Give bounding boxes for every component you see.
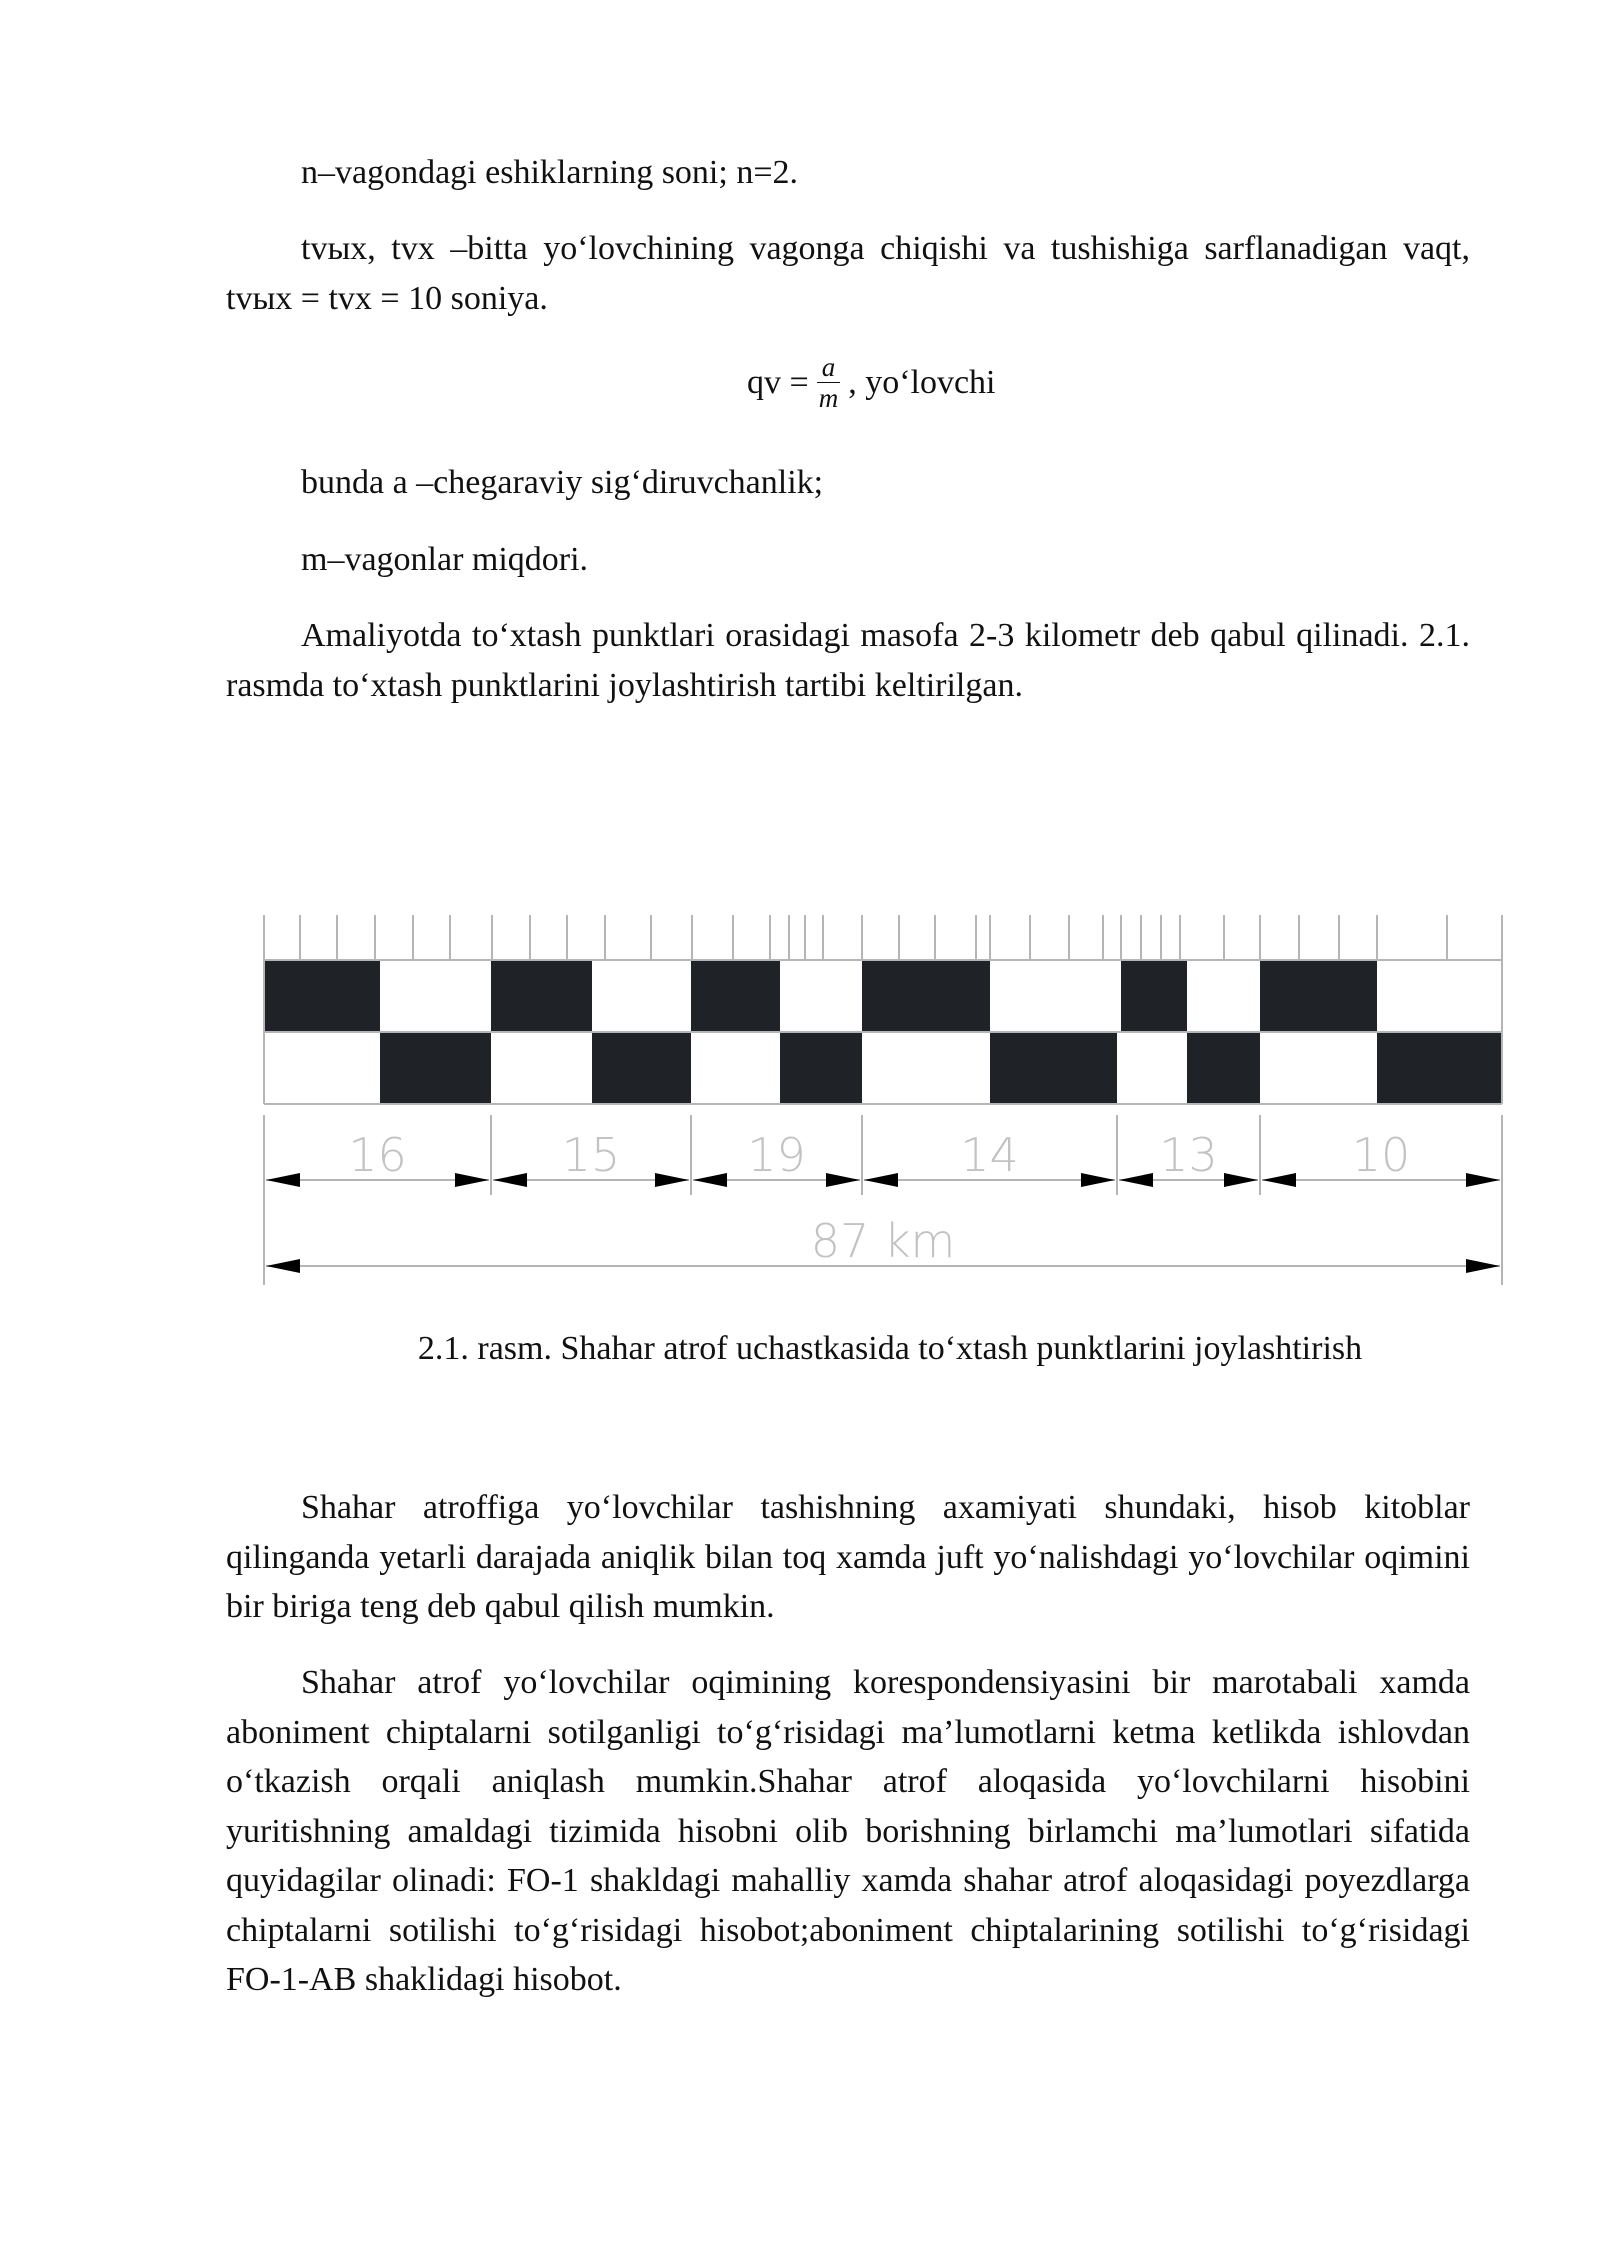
- dimension-arrow: [1224, 1173, 1258, 1187]
- dimension-arrow: [1466, 1259, 1500, 1273]
- dark-block: [1260, 960, 1377, 1032]
- total-distance-label: 87 km: [810, 1214, 956, 1268]
- segment-distance-label: 19: [747, 1128, 806, 1182]
- text: Amaliyotda to‘xtash punktlari orasidagi masofa 2-3 kilometr deb qabul qilinadi. 2.1. rasmda to‘xtash punktlarini joylashtirish tartibi keltirilgan.: [226, 617, 1470, 704]
- dark-block: [990, 1032, 1117, 1104]
- text: Shahar atroffiga yo‘lovchilar tashishning axamiyati shundaki, hisob kitoblar qilinganda yetarli darajada aniqlik bilan toq xamda juft yo‘nalishdagi yo‘lovchilar oqimini bir biriga teng deb qabul qilish mumkin.: [226, 1489, 1470, 1625]
- dark-block: [264, 960, 380, 1032]
- dimension-arrow: [455, 1173, 489, 1187]
- formula-denominator: m: [818, 383, 839, 413]
- dark-block: [1187, 1032, 1260, 1104]
- text-para-passengers: [226, 1483, 1470, 1632]
- dark-block: [1121, 960, 1187, 1032]
- text: Shahar atrof yo‘lovchilar oqimining korespondensiyasini bir marotabali xamda aboniment chiptalarni sotilganligi to‘g‘risidagi ma’lumotlarni ketma ketlikda ishlovdan o‘tkazish orqali aniqlash mumkin.Shahar atrof aloqasida yo‘lovchilarni hisobini yuritishning amaldagi tizimida hisobni olib borishning birlamchi ma’lumotlari sifatida quyidagilar olinadi: FO-1 shakldagi mahalliy xamda shahar atrof aloqasidagi poyezdlarga chiptalarni sotilishi to‘g‘risidagi hisobot;aboniment chiptalarining sotilishi to‘g‘risidagi FO-1-AB shaklidagi hisobot.: [226, 1664, 1470, 1998]
- figure-caption: 2.1. rasm. Shahar atrof uchastkasida to‘xtash punktlarini joylashtirish: [417, 1330, 1363, 1367]
- segment-distance-label: 16: [348, 1128, 407, 1182]
- dark-block: [592, 1032, 691, 1104]
- formula-rhs: , yo‘lovchi: [848, 363, 996, 401]
- segment-distance-label: 13: [1159, 1128, 1218, 1182]
- dimension-arrow: [1262, 1173, 1296, 1187]
- dimension-arrow: [493, 1173, 527, 1187]
- dimension-arrow: [1081, 1173, 1115, 1187]
- dark-block: [491, 960, 592, 1032]
- dark-block: [691, 960, 780, 1032]
- text: m–vagonlar miqdori.: [301, 541, 589, 578]
- segment-distance-label: 10: [1351, 1128, 1411, 1182]
- dimension-arrow: [655, 1173, 689, 1187]
- dark-block: [380, 1032, 491, 1104]
- dimension-arrow: [266, 1173, 300, 1187]
- dimension-arrow: [1119, 1173, 1153, 1187]
- dark-block: [862, 960, 990, 1032]
- dimension-arrow: [693, 1173, 727, 1187]
- dark-block: [780, 1032, 862, 1104]
- dimension-arrow: [1466, 1173, 1500, 1187]
- dimension-arrow: [864, 1173, 898, 1187]
- formula-lhs: qv =: [747, 363, 809, 401]
- formula-numerator: a: [817, 352, 841, 383]
- text: bunda a –chegaraviy sig‘diruvchanlik;: [301, 464, 824, 501]
- dimension-arrow: [266, 1259, 300, 1273]
- segment-distance-label: 15: [561, 1128, 621, 1182]
- text: n–vagondagi eshiklarning soni; n=2.: [301, 154, 799, 191]
- dark-block: [1377, 1032, 1502, 1104]
- dimension-arrow: [826, 1173, 860, 1187]
- segment-distance-label: 14: [960, 1128, 1019, 1182]
- text-para-correspondence: [226, 1658, 1470, 2005]
- text: tvыx, tvx –bitta yo‘lovchining vagonga chiqishi va tushishiga sarflanadigan vaqt, tvыx = tvx = 10 soniya.: [226, 230, 1470, 317]
